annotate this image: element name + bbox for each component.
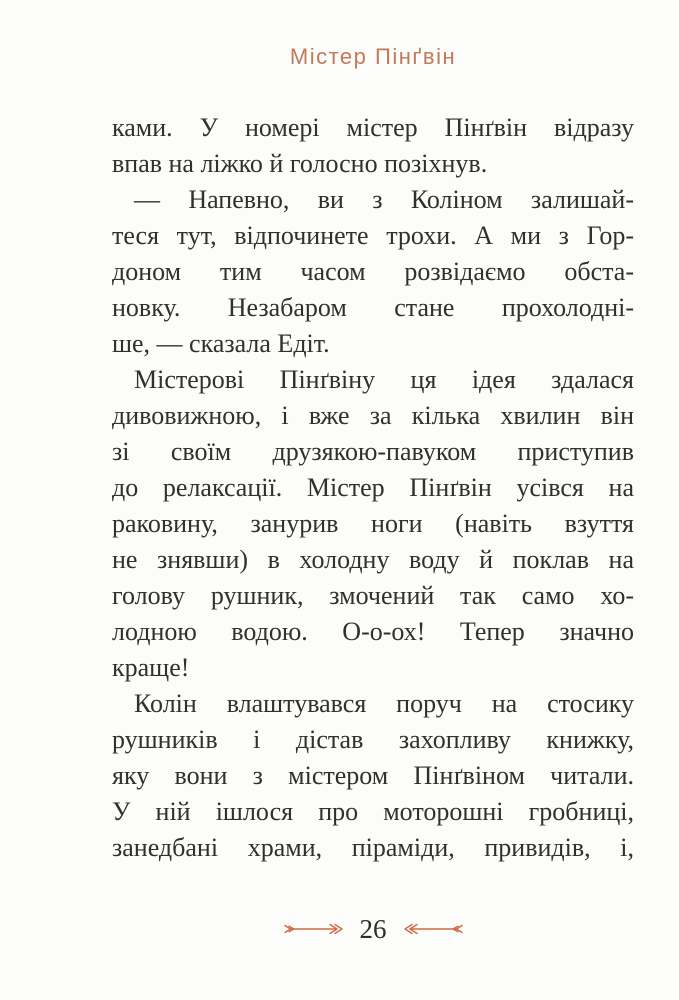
text-line: раковину, занурив ноги (навіть взуття <box>112 509 634 538</box>
text-line: теся тут, відпочинете трохи. А ми з Гор- <box>112 221 634 250</box>
text-line: голову рушник, змочений так само хо- <box>112 581 634 610</box>
page-body-text <box>112 110 634 866</box>
paragraph <box>112 686 634 866</box>
text-line: Колін влаштувався поруч на стосику <box>134 689 634 718</box>
paragraph <box>112 362 634 686</box>
text-line: зі своїм друзякою-павуком приступив <box>112 437 634 466</box>
text-line: У ній ішлося про моторошні гробниці, <box>112 797 634 826</box>
text-line: дивовижною, і вже за кілька хвилин він <box>112 401 634 430</box>
text-line: — Напевно, ви з Коліном залишай- <box>134 185 634 214</box>
text-line: рушників і дістав захопливу книжку, <box>112 725 634 754</box>
arrow-ornament-left-icon <box>283 922 347 936</box>
text-line: новку. Незабаром стане прохолодні- <box>112 293 634 322</box>
arrow-ornament-right-icon <box>400 922 464 936</box>
text-line: яку вони з містером Пінґвіном читали. <box>112 761 634 790</box>
paragraph <box>112 182 634 362</box>
page-number: 26 <box>359 914 387 944</box>
text-line: ше, — сказала Едіт. <box>112 329 330 358</box>
page-footer <box>112 914 634 944</box>
text-line: доном тим часом розвідаємо обста- <box>112 257 634 286</box>
text-line: впав на ліжко й голосно позіхнув. <box>112 149 488 178</box>
text-line: лодною водою. О-о-ох! Тепер значно <box>112 617 634 646</box>
text-line: Містерові Пінґвіну ця ідея здалася <box>134 365 634 394</box>
text-line: ками. У номері містер Пінґвін відразу <box>112 113 634 142</box>
text-line: не знявши) в холодну воду й поклав на <box>112 545 634 574</box>
text-line: до релаксації. Містер Пінґвін усівся на <box>112 473 634 502</box>
text-line: занедбані храми, піраміди, привидів, і, <box>112 833 634 862</box>
text-line: краще! <box>112 653 190 682</box>
paragraph <box>112 110 634 182</box>
running-header: Містер Пінґвін <box>289 44 457 69</box>
